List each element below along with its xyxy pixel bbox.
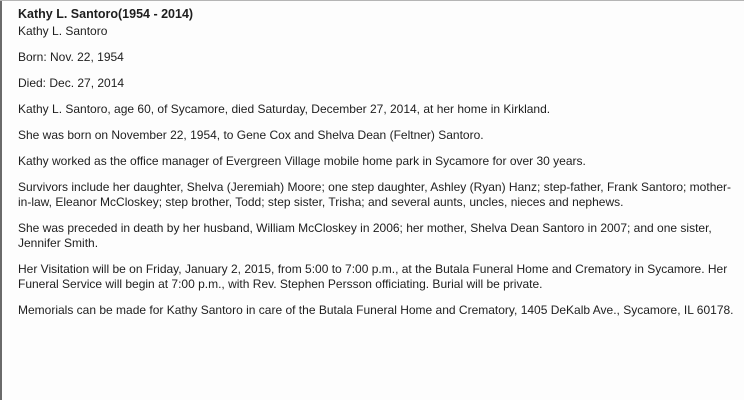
paragraph-birth: She was born on November 22, 1954, to Gene Cox and Shelva Dean (Feltner) Santoro.	[18, 128, 484, 142]
paragraph-visitation: Her Visitation will be on Friday, January 2, 2015, from 5:00 to 7:00 p.m., at the Butala Funeral Home and Crematory in Sycamore. Her Funeral Service will begin at 7:00 p.m., with Rev. Stephen Persson officiating. Burial will be private.	[18, 262, 728, 291]
paragraph-memorials: Memorials can be made for Kathy Santoro in care of the Butala Funeral Home and Crematory, 1405 DeKalb Ave., Sycamore, IL 60178.	[18, 303, 734, 317]
paragraph-death: Kathy L. Santoro, age 60, of Sycamore, died Saturday, December 27, 2014, at her home in Kirkland.	[18, 102, 551, 116]
obituary-title: Kathy L. Santoro(1954 - 2014)	[18, 7, 194, 21]
born-line: Born: Nov. 22, 1954	[18, 50, 124, 64]
scan-left-edge	[0, 0, 2, 400]
obituary-name: Kathy L. Santoro	[18, 24, 108, 38]
paragraph-survivors: Survivors include her daughter, Shelva (Jeremiah) Moore; one step daughter, Ashley (Ryan) Hanz; step-father, Frank Santoro; mother-in-law, Eleanor McCloskey; step brother, Todd; step sister, Trisha; and several aunts, uncles, nieces and nephews.	[18, 180, 732, 209]
paragraph-work: Kathy worked as the office manager of Evergreen Village mobile home park in Sycamore for over 30 years.	[18, 154, 586, 168]
died-line: Died: Dec. 27, 2014	[18, 76, 125, 90]
paragraph-preceded: She was preceded in death by her husband, William McCloskey in 2006; her mother, Shelva Dean Santoro in 2007; and one sister, Jennifer Smith.	[18, 221, 712, 250]
obituary-content	[12, 7, 737, 329]
scan-top-edge	[0, 0, 744, 1]
